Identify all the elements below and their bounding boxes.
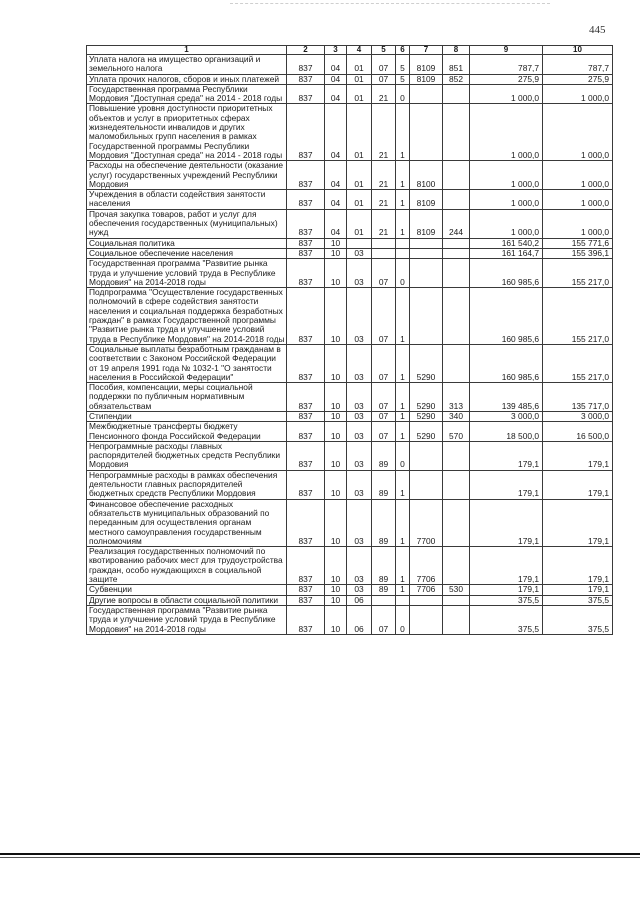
code-program: 07 — [372, 411, 396, 421]
code-department: 837 — [287, 209, 325, 238]
table-row — [87, 288, 613, 345]
amount-year-1: 1 000,0 — [470, 161, 543, 190]
row-name: Учреждения в области содействия занятости населения — [87, 190, 287, 210]
column-header-2: 2 — [287, 46, 325, 55]
amount-year-2: 16 500,0 — [543, 422, 613, 442]
row-name: Социальные выплаты безработным гражданам в соответствии с Законом Российской Федерации от 19 апреля 1991 года № 1032-1 "О занятости населения в Российской Федерации" — [87, 344, 287, 382]
amount-year-1: 3 000,0 — [470, 411, 543, 421]
code-section: 10 — [325, 499, 347, 546]
amount-year-2: 179,1 — [543, 470, 613, 499]
row-name: Другие вопросы в области социальной политики — [87, 595, 287, 605]
code-subprogram: 0 — [396, 605, 410, 634]
table-row — [87, 383, 613, 412]
row-name: Повышение уровня доступности приоритетных объектов и услуг в приоритетных сферах жизнедеятельности инвалидов и других маломобильных групп населения в рамках Государственной программы Республики Мордовия "Доступная среда" на 2014 - 2018 годы — [87, 104, 287, 161]
page-number: 445 — [589, 24, 606, 36]
amount-year-1: 787,7 — [470, 55, 543, 75]
code-subsection: 03 — [347, 259, 372, 288]
code-expense-type — [443, 547, 470, 585]
code-department: 837 — [287, 259, 325, 288]
amount-year-2: 3 000,0 — [543, 411, 613, 421]
code-direction — [410, 84, 443, 104]
code-expense-type — [443, 288, 470, 345]
code-direction — [410, 248, 443, 258]
code-subsection: 01 — [347, 161, 372, 190]
amount-year-1: 160 985,6 — [470, 288, 543, 345]
column-header-5: 5 — [372, 46, 396, 55]
code-program: 07 — [372, 422, 396, 442]
table-row — [87, 161, 613, 190]
code-direction — [410, 259, 443, 288]
code-section: 10 — [325, 605, 347, 634]
row-name: Пособия, компенсации, меры социальной поддержки по публичным нормативным обязательствам — [87, 383, 287, 412]
code-subprogram: 1 — [396, 190, 410, 210]
table-row — [87, 585, 613, 595]
amount-year-1: 179,1 — [470, 547, 543, 585]
code-subprogram: 5 — [396, 74, 410, 84]
row-name: Уплата прочих налогов, сборов и иных платежей — [87, 74, 287, 84]
code-direction: 5290 — [410, 411, 443, 421]
code-program: 21 — [372, 190, 396, 210]
code-direction: 7706 — [410, 547, 443, 585]
table-row — [87, 74, 613, 84]
code-expense-type: 340 — [443, 411, 470, 421]
code-department: 837 — [287, 422, 325, 442]
code-expense-type: 244 — [443, 209, 470, 238]
code-expense-type: 313 — [443, 383, 470, 412]
code-direction — [410, 104, 443, 161]
code-program: 89 — [372, 441, 396, 470]
table-header-row — [87, 46, 613, 55]
code-program: 21 — [372, 209, 396, 238]
code-subsection: 03 — [347, 344, 372, 382]
code-section: 04 — [325, 209, 347, 238]
code-section: 04 — [325, 55, 347, 75]
code-section: 10 — [325, 288, 347, 345]
amount-year-1: 179,1 — [470, 441, 543, 470]
amount-year-1: 161 164,7 — [470, 248, 543, 258]
code-direction — [410, 605, 443, 634]
code-section: 10 — [325, 595, 347, 605]
column-header-10: 10 — [543, 46, 613, 55]
row-name: Расходы на обеспечение деятельности (оказание услуг) государственных учреждений Республики Мордовия — [87, 161, 287, 190]
code-section: 10 — [325, 422, 347, 442]
code-expense-type — [443, 161, 470, 190]
code-section: 10 — [325, 248, 347, 258]
code-subsection: 01 — [347, 74, 372, 84]
amount-year-2: 135 717,0 — [543, 383, 613, 412]
code-department: 837 — [287, 605, 325, 634]
table-row — [87, 248, 613, 258]
code-department: 837 — [287, 411, 325, 421]
amount-year-1: 179,1 — [470, 585, 543, 595]
table-row — [87, 422, 613, 442]
code-subprogram: 1 — [396, 547, 410, 585]
table-row — [87, 190, 613, 210]
code-expense-type — [443, 595, 470, 605]
amount-year-2: 155 217,0 — [543, 288, 613, 345]
amount-year-2: 1 000,0 — [543, 104, 613, 161]
amount-year-2: 1 000,0 — [543, 84, 613, 104]
amount-year-2: 155 771,6 — [543, 238, 613, 248]
code-expense-type — [443, 499, 470, 546]
amount-year-2: 1 000,0 — [543, 209, 613, 238]
bottom-rule-thin — [0, 857, 640, 858]
table-row — [87, 595, 613, 605]
code-department: 837 — [287, 470, 325, 499]
amount-year-1: 160 985,6 — [470, 344, 543, 382]
code-section: 04 — [325, 104, 347, 161]
code-department: 837 — [287, 84, 325, 104]
code-program: 89 — [372, 470, 396, 499]
table-row — [87, 411, 613, 421]
code-expense-type — [443, 248, 470, 258]
amount-year-2: 179,1 — [543, 547, 613, 585]
amount-year-1: 179,1 — [470, 499, 543, 546]
code-program: 07 — [372, 344, 396, 382]
code-subsection — [347, 238, 372, 248]
column-header-7: 7 — [410, 46, 443, 55]
amount-year-1: 139 485,6 — [470, 383, 543, 412]
amount-year-2: 179,1 — [543, 499, 613, 546]
code-expense-type — [443, 259, 470, 288]
column-header-9: 9 — [470, 46, 543, 55]
code-program: 07 — [372, 383, 396, 412]
code-section: 04 — [325, 74, 347, 84]
code-program: 89 — [372, 499, 396, 546]
code-direction: 8109 — [410, 55, 443, 75]
code-program: 07 — [372, 259, 396, 288]
code-direction: 8109 — [410, 209, 443, 238]
table-row — [87, 55, 613, 75]
code-subsection: 01 — [347, 84, 372, 104]
code-direction — [410, 238, 443, 248]
code-subprogram: 1 — [396, 288, 410, 345]
table-row — [87, 238, 613, 248]
scan-artifact — [230, 3, 550, 6]
amount-year-1: 1 000,0 — [470, 190, 543, 210]
code-expense-type: 851 — [443, 55, 470, 75]
code-subprogram: 1 — [396, 161, 410, 190]
row-name: Государственная программа "Развитие рынка труда и улучшение условий труда в Республике Мордовия" на 2014-2018 годы — [87, 259, 287, 288]
code-subsection: 06 — [347, 605, 372, 634]
table-row — [87, 259, 613, 288]
code-program — [372, 248, 396, 258]
code-subsection: 03 — [347, 470, 372, 499]
code-section: 10 — [325, 470, 347, 499]
table-row — [87, 499, 613, 546]
code-program: 89 — [372, 585, 396, 595]
amount-year-1: 179,1 — [470, 470, 543, 499]
code-subprogram — [396, 595, 410, 605]
code-subsection: 03 — [347, 411, 372, 421]
code-direction: 7700 — [410, 499, 443, 546]
code-department: 837 — [287, 547, 325, 585]
code-subprogram: 1 — [396, 104, 410, 161]
amount-year-2: 1 000,0 — [543, 161, 613, 190]
code-direction — [410, 470, 443, 499]
amount-year-2: 375,5 — [543, 605, 613, 634]
code-subsection: 03 — [347, 547, 372, 585]
code-section: 10 — [325, 411, 347, 421]
amount-year-1: 1 000,0 — [470, 209, 543, 238]
amount-year-1: 275,9 — [470, 74, 543, 84]
code-expense-type — [443, 104, 470, 161]
code-subprogram — [396, 248, 410, 258]
code-direction — [410, 288, 443, 345]
amount-year-2: 155 217,0 — [543, 344, 613, 382]
code-department: 837 — [287, 74, 325, 84]
code-program: 21 — [372, 104, 396, 161]
code-subprogram: 1 — [396, 585, 410, 595]
code-expense-type — [443, 238, 470, 248]
row-name: Реализация государственных полномочий по квотированию рабочих мест для трудоустройства граждан, особо нуждающихся в социальной защите — [87, 547, 287, 585]
amount-year-2: 179,1 — [543, 585, 613, 595]
row-name: Непрограммные расходы главных распорядителей бюджетных средств Республики Мордовия — [87, 441, 287, 470]
code-program: 21 — [372, 161, 396, 190]
code-subsection: 03 — [347, 383, 372, 412]
amount-year-2: 155 217,0 — [543, 259, 613, 288]
code-subsection: 01 — [347, 209, 372, 238]
table-row — [87, 344, 613, 382]
amount-year-1: 1 000,0 — [470, 104, 543, 161]
column-header-4: 4 — [347, 46, 372, 55]
row-name: Стипендии — [87, 411, 287, 421]
code-expense-type — [443, 84, 470, 104]
table-body — [87, 55, 613, 635]
code-direction: 5290 — [410, 344, 443, 382]
code-expense-type — [443, 441, 470, 470]
row-name: Социальная политика — [87, 238, 287, 248]
code-direction: 5290 — [410, 383, 443, 412]
amount-year-1: 161 540,2 — [470, 238, 543, 248]
column-header-6: 6 — [396, 46, 410, 55]
amount-year-2: 375,5 — [543, 595, 613, 605]
row-name: Подпрограмма "Осуществление государственных полномочий в сфере содействия занятости населения и социальная поддержка безработных граждан" в рамках Государственной программы "Развитие рынка труда и улучшение условий труда в Республике Мордовия" на 2014-2018 годы — [87, 288, 287, 345]
code-subsection: 03 — [347, 499, 372, 546]
code-program: 89 — [372, 547, 396, 585]
amount-year-1: 18 500,0 — [470, 422, 543, 442]
row-name: Межбюджетные трансферты бюджету Пенсионного фонда Российской Федерации — [87, 422, 287, 442]
column-header-8: 8 — [443, 46, 470, 55]
code-subprogram: 0 — [396, 441, 410, 470]
table-row — [87, 84, 613, 104]
code-subsection: 01 — [347, 190, 372, 210]
code-program — [372, 238, 396, 248]
code-department: 837 — [287, 238, 325, 248]
table-row — [87, 605, 613, 634]
column-header-3: 3 — [325, 46, 347, 55]
code-subsection: 03 — [347, 288, 372, 345]
bottom-rule — [0, 853, 640, 855]
row-name: Государственная программа "Развитие рынка труда и улучшение условий труда в Республике Мордовия" на 2014-2018 годы — [87, 605, 287, 634]
code-expense-type — [443, 190, 470, 210]
code-direction: 8100 — [410, 161, 443, 190]
code-department: 837 — [287, 383, 325, 412]
code-expense-type — [443, 605, 470, 634]
budget-table — [86, 45, 613, 635]
code-subprogram: 5 — [396, 55, 410, 75]
row-name: Уплата налога на имущество организаций и земельного налога — [87, 55, 287, 75]
code-subprogram: 1 — [396, 411, 410, 421]
table-row — [87, 547, 613, 585]
code-department: 837 — [287, 441, 325, 470]
table-row — [87, 441, 613, 470]
code-expense-type: 852 — [443, 74, 470, 84]
table-row — [87, 470, 613, 499]
code-direction: 8109 — [410, 190, 443, 210]
code-program: 21 — [372, 84, 396, 104]
amount-year-2: 787,7 — [543, 55, 613, 75]
code-program: 07 — [372, 288, 396, 345]
code-subsection: 03 — [347, 585, 372, 595]
code-section: 10 — [325, 383, 347, 412]
code-program: 07 — [372, 605, 396, 634]
code-direction — [410, 595, 443, 605]
code-program — [372, 595, 396, 605]
code-department: 837 — [287, 595, 325, 605]
code-subsection: 01 — [347, 104, 372, 161]
code-subprogram — [396, 238, 410, 248]
code-department: 837 — [287, 344, 325, 382]
code-expense-type: 570 — [443, 422, 470, 442]
code-section: 10 — [325, 547, 347, 585]
code-department: 837 — [287, 55, 325, 75]
code-subprogram: 1 — [396, 422, 410, 442]
amount-year-1: 160 985,6 — [470, 259, 543, 288]
row-name: Прочая закупка товаров, работ и услуг для обеспечения государственных (муниципальных) нужд — [87, 209, 287, 238]
row-name: Государственная программа Республики Мордовия "Доступная среда" на 2014 - 2018 годы — [87, 84, 287, 104]
amount-year-2: 275,9 — [543, 74, 613, 84]
code-section: 10 — [325, 441, 347, 470]
amount-year-1: 1 000,0 — [470, 84, 543, 104]
code-department: 837 — [287, 585, 325, 595]
code-expense-type — [443, 344, 470, 382]
amount-year-2: 179,1 — [543, 441, 613, 470]
code-subprogram: 0 — [396, 259, 410, 288]
amount-year-2: 155 396,1 — [543, 248, 613, 258]
column-header-1: 1 — [87, 46, 287, 55]
row-name: Субвенции — [87, 585, 287, 595]
code-subprogram: 1 — [396, 344, 410, 382]
code-section: 10 — [325, 259, 347, 288]
amount-year-1: 375,5 — [470, 605, 543, 634]
code-department: 837 — [287, 104, 325, 161]
code-program: 07 — [372, 74, 396, 84]
code-department: 837 — [287, 190, 325, 210]
table-row — [87, 209, 613, 238]
row-name: Непрограммные расходы в рамках обеспечения деятельности главных распорядителей бюджетных средств Республики Мордовия — [87, 470, 287, 499]
code-subprogram: 1 — [396, 470, 410, 499]
code-section: 10 — [325, 344, 347, 382]
code-department: 837 — [287, 499, 325, 546]
code-section: 10 — [325, 238, 347, 248]
code-subsection: 03 — [347, 422, 372, 442]
table-row — [87, 104, 613, 161]
code-subsection: 06 — [347, 595, 372, 605]
amount-year-2: 1 000,0 — [543, 190, 613, 210]
code-direction: 7706 — [410, 585, 443, 595]
code-subprogram: 1 — [396, 383, 410, 412]
code-subsection: 03 — [347, 441, 372, 470]
code-section: 04 — [325, 161, 347, 190]
code-department: 837 — [287, 288, 325, 345]
code-subsection: 03 — [347, 248, 372, 258]
amount-year-1: 375,5 — [470, 595, 543, 605]
code-section: 04 — [325, 190, 347, 210]
code-expense-type — [443, 470, 470, 499]
code-subprogram: 1 — [396, 209, 410, 238]
code-subprogram: 1 — [396, 499, 410, 546]
code-subsection: 01 — [347, 55, 372, 75]
code-direction: 8109 — [410, 74, 443, 84]
code-subprogram: 0 — [396, 84, 410, 104]
code-program: 07 — [372, 55, 396, 75]
code-direction: 5290 — [410, 422, 443, 442]
row-name: Финансовое обеспечение расходных обязательств муниципальных образований по переданным для осуществления органам местного самоуправления государственным полномочиям — [87, 499, 287, 546]
code-section: 04 — [325, 84, 347, 104]
code-expense-type: 530 — [443, 585, 470, 595]
code-department: 837 — [287, 161, 325, 190]
code-section: 10 — [325, 585, 347, 595]
row-name: Социальное обеспечение населения — [87, 248, 287, 258]
code-direction — [410, 441, 443, 470]
code-department: 837 — [287, 248, 325, 258]
